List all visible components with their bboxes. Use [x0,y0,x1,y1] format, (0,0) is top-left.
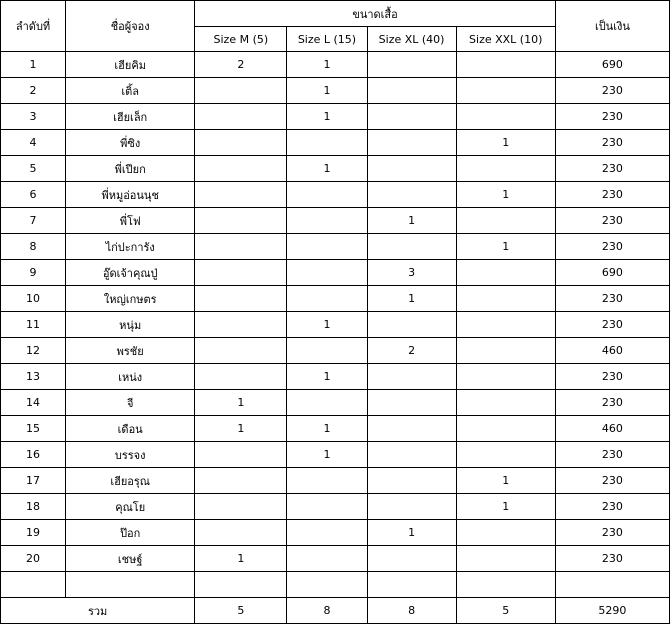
cell-no: 7 [1,208,66,234]
cell-xl [367,156,456,182]
cell-xxl [456,416,555,442]
cell-m: 1 [195,390,287,416]
table-row [1,312,670,338]
cell-amount: 230 [555,130,669,156]
blank-cell [367,572,456,598]
cell-xxl: 1 [456,182,555,208]
cell-name: อู๊ดเจ้าคุณปู่ [66,260,195,286]
table-row [1,156,670,182]
cell-xl [367,390,456,416]
cell-amount: 230 [555,78,669,104]
cell-l [287,390,367,416]
cell-xxl: 1 [456,468,555,494]
cell-amount: 230 [555,442,669,468]
cell-xl [367,442,456,468]
cell-no: 20 [1,546,66,572]
cell-l: 1 [287,442,367,468]
header-size-xxl: Size XXL (10) [456,27,555,52]
table-row [1,234,670,260]
cell-no: 8 [1,234,66,260]
cell-l [287,468,367,494]
cell-xxl [456,364,555,390]
cell-l: 1 [287,156,367,182]
cell-amount: 230 [555,156,669,182]
cell-name: พรชัย [66,338,195,364]
blank-cell [555,572,669,598]
cell-m [195,156,287,182]
table-row [1,286,670,312]
cell-xxl [456,156,555,182]
cell-l [287,260,367,286]
header-size-m: Size M (5) [195,27,287,52]
cell-name: ป๊อก [66,520,195,546]
cell-name: ใหญ่เกษตร [66,286,195,312]
cell-xxl [456,260,555,286]
cell-xxl [456,78,555,104]
cell-xxl: 1 [456,234,555,260]
cell-l [287,338,367,364]
cell-amount: 230 [555,494,669,520]
cell-l: 1 [287,104,367,130]
blank-cell [456,572,555,598]
cell-xl [367,546,456,572]
total-xl: 8 [367,598,456,624]
cell-no: 19 [1,520,66,546]
cell-no: 12 [1,338,66,364]
cell-name: บรรจง [66,442,195,468]
table-row [1,468,670,494]
total-xxl: 5 [456,598,555,624]
table-row [1,546,670,572]
cell-xl: 2 [367,338,456,364]
cell-no: 2 [1,78,66,104]
cell-amount: 690 [555,52,669,78]
cell-amount: 230 [555,104,669,130]
cell-xl [367,468,456,494]
cell-l [287,546,367,572]
cell-xl: 1 [367,208,456,234]
cell-name: ไก่ปะการัง [66,234,195,260]
cell-no: 10 [1,286,66,312]
table-row [1,182,670,208]
cell-xxl [456,208,555,234]
cell-amount: 230 [555,182,669,208]
table-row [1,416,670,442]
cell-xl [367,78,456,104]
cell-m [195,338,287,364]
header-shirt-size: ขนาดเสื้อ [195,1,556,27]
table-row [1,338,670,364]
header-name: ชื่อผู้จอง [66,1,195,52]
header-number: ลำดับที่ [1,1,66,52]
cell-m: 1 [195,546,287,572]
cell-m [195,130,287,156]
cell-xxl: 1 [456,130,555,156]
cell-m: 1 [195,416,287,442]
cell-l [287,494,367,520]
cell-name: เฮียคิม [66,52,195,78]
total-row [1,598,670,624]
cell-amount: 230 [555,234,669,260]
cell-xl: 1 [367,286,456,312]
cell-amount: 230 [555,208,669,234]
cell-amount: 230 [555,468,669,494]
cell-name: เหน่ง [66,364,195,390]
cell-amount: 230 [555,520,669,546]
cell-name: จี [66,390,195,416]
cell-amount: 230 [555,312,669,338]
cell-xxl [456,442,555,468]
cell-no: 6 [1,182,66,208]
cell-no: 11 [1,312,66,338]
cell-no: 17 [1,468,66,494]
blank-cell [195,572,287,598]
cell-no: 13 [1,364,66,390]
cell-xl [367,312,456,338]
blank-cell [1,572,66,598]
table-row [1,208,670,234]
cell-xl [367,364,456,390]
cell-name: คุณโย [66,494,195,520]
cell-m [195,104,287,130]
cell-name: เดือน [66,416,195,442]
cell-no: 4 [1,130,66,156]
cell-l [287,130,367,156]
table-row [1,104,670,130]
cell-l: 1 [287,312,367,338]
cell-no: 16 [1,442,66,468]
total-amount: 5290 [555,598,669,624]
cell-m [195,468,287,494]
cell-xxl [456,546,555,572]
cell-xxl: 1 [456,494,555,520]
cell-amount: 690 [555,260,669,286]
cell-xl [367,234,456,260]
table-row [1,364,670,390]
cell-name: พี่เปียก [66,156,195,182]
cell-l [287,182,367,208]
cell-name: พี่ซิง [66,130,195,156]
cell-xl [367,416,456,442]
cell-amount: 230 [555,546,669,572]
cell-l: 1 [287,52,367,78]
cell-no: 14 [1,390,66,416]
table-row [1,260,670,286]
cell-m [195,182,287,208]
cell-xl [367,104,456,130]
cell-no: 3 [1,104,66,130]
cell-xl [367,52,456,78]
cell-m: 2 [195,52,287,78]
table-row [1,130,670,156]
total-l: 8 [287,598,367,624]
cell-xxl [456,52,555,78]
table-row [1,390,670,416]
cell-name: เชษฐ์ [66,546,195,572]
cell-xl [367,130,456,156]
cell-m [195,234,287,260]
table-row [1,494,670,520]
cell-no: 1 [1,52,66,78]
cell-amount: 230 [555,364,669,390]
cell-l [287,234,367,260]
blank-cell [287,572,367,598]
cell-xl: 1 [367,520,456,546]
header-size-xl: Size XL (40) [367,27,456,52]
cell-xxl [456,312,555,338]
cell-xxl [456,390,555,416]
table-row [1,78,670,104]
total-label: รวม [1,598,195,624]
cell-l [287,208,367,234]
cell-xl: 3 [367,260,456,286]
cell-m [195,494,287,520]
table-row [1,442,670,468]
table-row [1,52,670,78]
cell-m [195,442,287,468]
cell-name: พี่หมูอ่อนนุช [66,182,195,208]
cell-m [195,78,287,104]
total-m: 5 [195,598,287,624]
cell-xxl [456,286,555,312]
cell-xxl [456,104,555,130]
table-row [1,520,670,546]
cell-m [195,520,287,546]
cell-name: เฮียอรุณ [66,468,195,494]
blank-cell [66,572,195,598]
cell-l: 1 [287,78,367,104]
cell-name: พี่โฟ [66,208,195,234]
cell-xxl [456,520,555,546]
cell-no: 18 [1,494,66,520]
cell-l [287,286,367,312]
cell-l [287,520,367,546]
header-size-l: Size L (15) [287,27,367,52]
cell-name: เฮียเล็ก [66,104,195,130]
cell-amount: 460 [555,416,669,442]
cell-amount: 230 [555,390,669,416]
cell-m [195,286,287,312]
header-row [1,1,670,27]
cell-m [195,208,287,234]
cell-amount: 230 [555,286,669,312]
cell-m [195,364,287,390]
cell-xl [367,494,456,520]
cell-amount: 460 [555,338,669,364]
cell-l: 1 [287,416,367,442]
blank-row [1,572,670,598]
cell-m [195,312,287,338]
cell-name: หนุ่ม [66,312,195,338]
cell-no: 15 [1,416,66,442]
cell-xxl [456,338,555,364]
cell-name: เติ้ล [66,78,195,104]
cell-no: 9 [1,260,66,286]
cell-m [195,260,287,286]
cell-no: 5 [1,156,66,182]
cell-l: 1 [287,364,367,390]
header-amount: เป็นเงิน [555,1,669,52]
cell-xl [367,182,456,208]
